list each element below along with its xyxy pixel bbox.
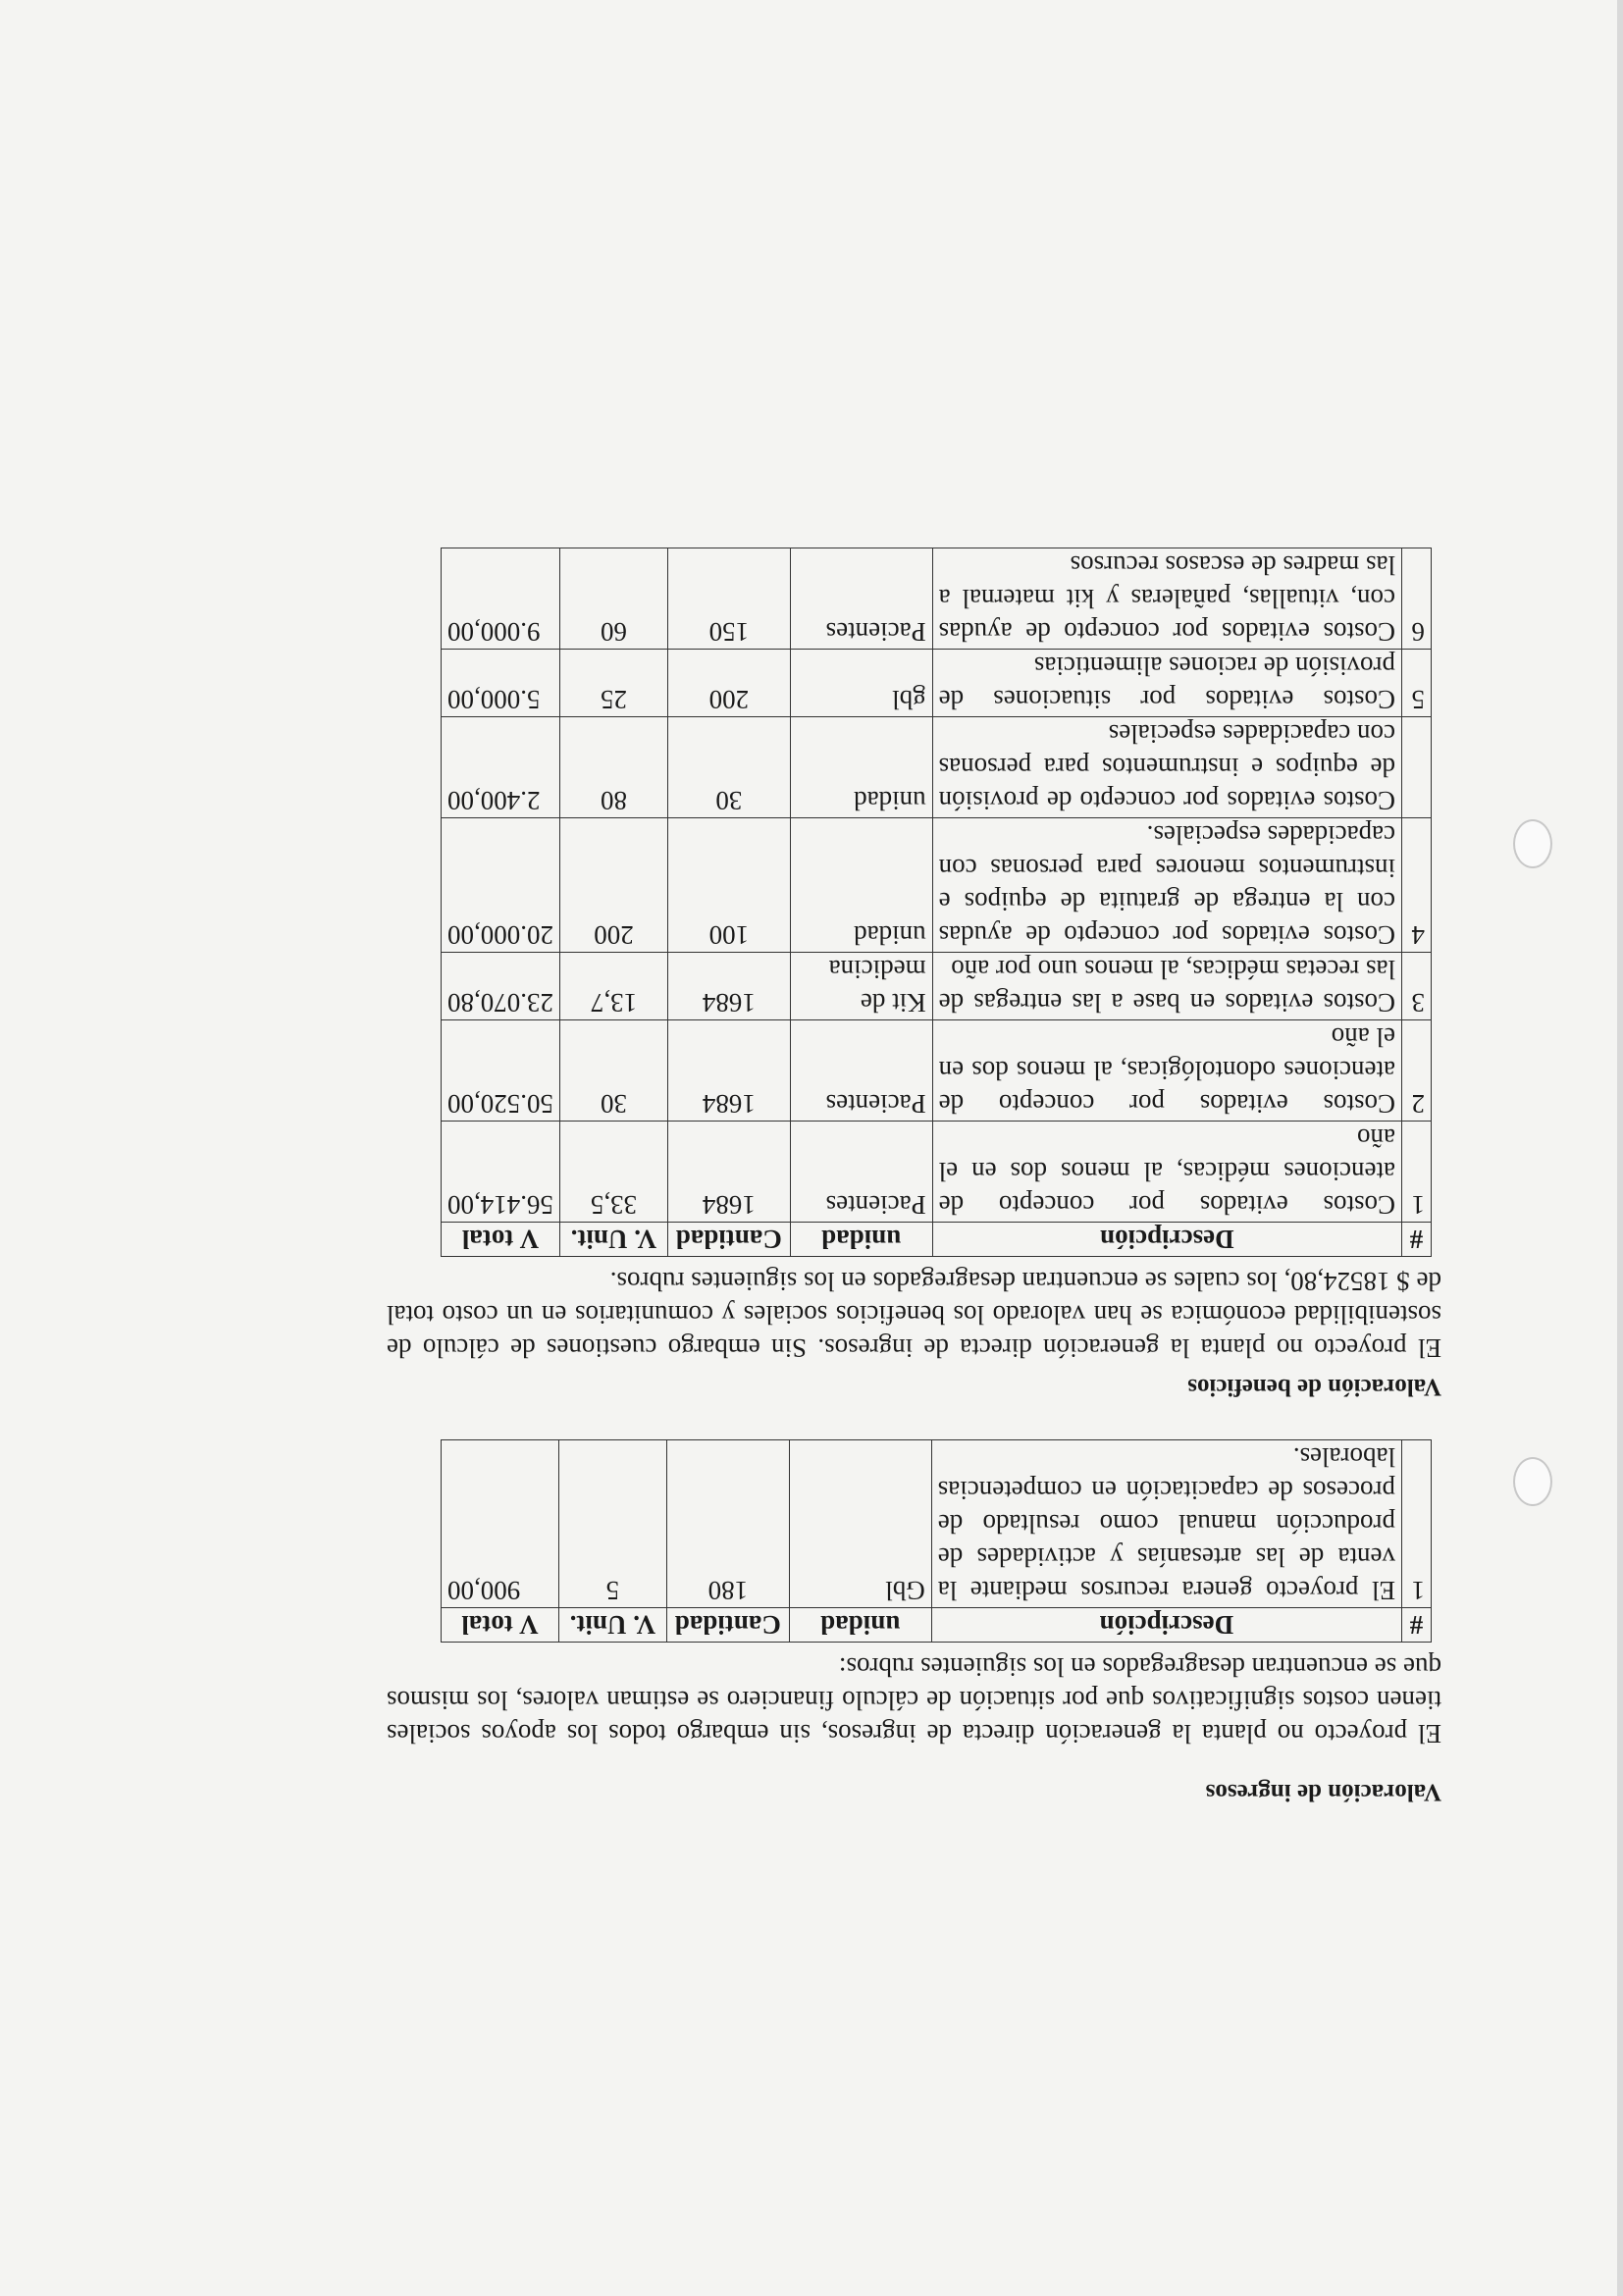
- row-total-value: 9.000,00: [442, 548, 560, 650]
- binder-hole: [1513, 1457, 1552, 1506]
- header-number: #: [1402, 1608, 1432, 1643]
- row-unit: unidad: [790, 717, 932, 818]
- row-unit: Pacientes: [790, 548, 932, 650]
- beneficios-table: [441, 548, 1432, 1257]
- row-unit: Pacientes: [790, 1122, 932, 1223]
- row-description: Costos evitados en base a las entregas de las recetas médicas, al menos uno por año: [932, 953, 1401, 1020]
- ingresos-section: [387, 1439, 1441, 1805]
- beneficios-title: Valoración de beneficios: [1187, 1374, 1441, 1400]
- row-total-value: 50.520,00: [442, 1020, 560, 1122]
- table-row: [442, 1122, 1432, 1223]
- row-quantity: 30: [667, 717, 790, 818]
- ingresos-title: Valoración de ingresos: [1205, 1779, 1441, 1805]
- row-total-value: 20.000,00: [442, 818, 560, 953]
- table-row: [442, 1440, 1432, 1608]
- beneficios-header-row: [442, 1223, 1432, 1257]
- row-unit-value: 80: [560, 717, 668, 818]
- header-cantidad: Cantidad: [667, 1223, 790, 1257]
- row-quantity: 1684: [667, 1020, 790, 1122]
- row-number: 4: [1402, 818, 1432, 953]
- row-description: Costos evitados por concepto de ayudas con, vituallas, pañaleras y kit maternal a las madres de escasos recursos: [932, 548, 1401, 650]
- row-unit-value: 60: [560, 548, 668, 650]
- row-unit-value: 33,5: [560, 1122, 668, 1223]
- row-total-value: 5.000,00: [442, 650, 560, 717]
- row-quantity: 1684: [667, 953, 790, 1020]
- table-row: [442, 818, 1432, 953]
- table-row: [442, 650, 1432, 717]
- row-total-value: 56.414,00: [442, 1122, 560, 1223]
- header-unidad: unidad: [790, 1223, 932, 1257]
- row-unit: unidad: [790, 818, 932, 953]
- row-unit-value: 5: [558, 1440, 666, 1608]
- header-number: #: [1402, 1223, 1432, 1257]
- row-description: Costos evitados por concepto de atenciones odontológicas, al menos dos en el año: [932, 1020, 1401, 1122]
- row-number: 1: [1402, 1122, 1432, 1223]
- row-description: El proyecto genera recursos mediante la venta de las artesanías y actividades de producción manual como resultado de procesos de capacitación en competencias laborales.: [931, 1440, 1401, 1608]
- row-total-value: 23.070,80: [442, 953, 560, 1020]
- beneficios-paragraph: El proyecto no planta la generación directa de ingresos. Sin embargo cuestiones de cálculo de sostenibilidad económica se han valorado los beneficios sociales y comunitarios en un costo total de $ 18524,80, los cuales se encuentran desagregados en los siguientes rubros.: [387, 1267, 1441, 1363]
- header-cantidad: Cantidad: [666, 1608, 789, 1643]
- row-unit-value: 25: [560, 650, 668, 717]
- row-number: 3: [1402, 953, 1432, 1020]
- header-v-unit: V. Unit.: [558, 1608, 666, 1643]
- row-unit: gbl: [790, 650, 932, 717]
- row-number: 2: [1402, 1020, 1432, 1122]
- table-row: [442, 1020, 1432, 1122]
- table-row: [442, 717, 1432, 818]
- row-total-value: 900,00: [442, 1440, 559, 1608]
- row-unit-value: 200: [560, 818, 668, 953]
- row-quantity: 1684: [667, 1122, 790, 1223]
- row-unit: Pacientes: [790, 1020, 932, 1122]
- row-number: 6: [1402, 548, 1432, 650]
- row-description: Costos evitados por concepto de provisión de equipos e instrumentos para personas con capacidades especiales: [932, 717, 1401, 818]
- row-quantity: 180: [666, 1440, 789, 1608]
- binder-hole: [1513, 819, 1552, 868]
- header-unidad: unidad: [789, 1608, 931, 1643]
- row-description: Costos evitados por concepto de atenciones médicas, al menos dos en el año: [932, 1122, 1401, 1223]
- row-quantity: 150: [667, 548, 790, 650]
- row-unit: Kit de medicina: [790, 953, 932, 1020]
- page-content: [387, 548, 1441, 1805]
- row-number: 5: [1402, 650, 1432, 717]
- row-description: Costos evitados por situaciones de provisión de raciones alimenticias: [932, 650, 1401, 717]
- ingresos-header-row: [442, 1608, 1432, 1643]
- row-unit-value: 13,7: [560, 953, 668, 1020]
- row-unit: Gbl: [789, 1440, 931, 1608]
- row-description: Costos evitados por concepto de ayudas con la entrega de gratuita de equipos e instrumentos menores para personas con capacidades especiales.: [932, 818, 1401, 953]
- ingresos-paragraph: El proyecto no planta la generación directa de ingresos, sin embargo todos los apoyos sociales tienen costos significativos que por situación de cálculo financiero se estiman valores, los mismos que se encuentran desagregados en los siguientes rubros:: [387, 1652, 1441, 1748]
- row-quantity: 100: [667, 818, 790, 953]
- table-row: [442, 548, 1432, 650]
- header-v-total: V total: [442, 1223, 560, 1257]
- row-unit-value: 30: [560, 1020, 668, 1122]
- row-quantity: 200: [667, 650, 790, 717]
- header-descripcion: Descripción: [932, 1223, 1401, 1257]
- table-row: [442, 953, 1432, 1020]
- row-number: [1402, 717, 1432, 818]
- row-number: 1: [1402, 1440, 1432, 1608]
- header-descripcion: Descripción: [931, 1608, 1401, 1643]
- header-v-unit: V. Unit.: [560, 1223, 668, 1257]
- beneficios-section: [387, 548, 1441, 1400]
- ingresos-table: [441, 1439, 1432, 1643]
- row-total-value: 2.400,00: [442, 717, 560, 818]
- header-v-total: V total: [442, 1608, 559, 1643]
